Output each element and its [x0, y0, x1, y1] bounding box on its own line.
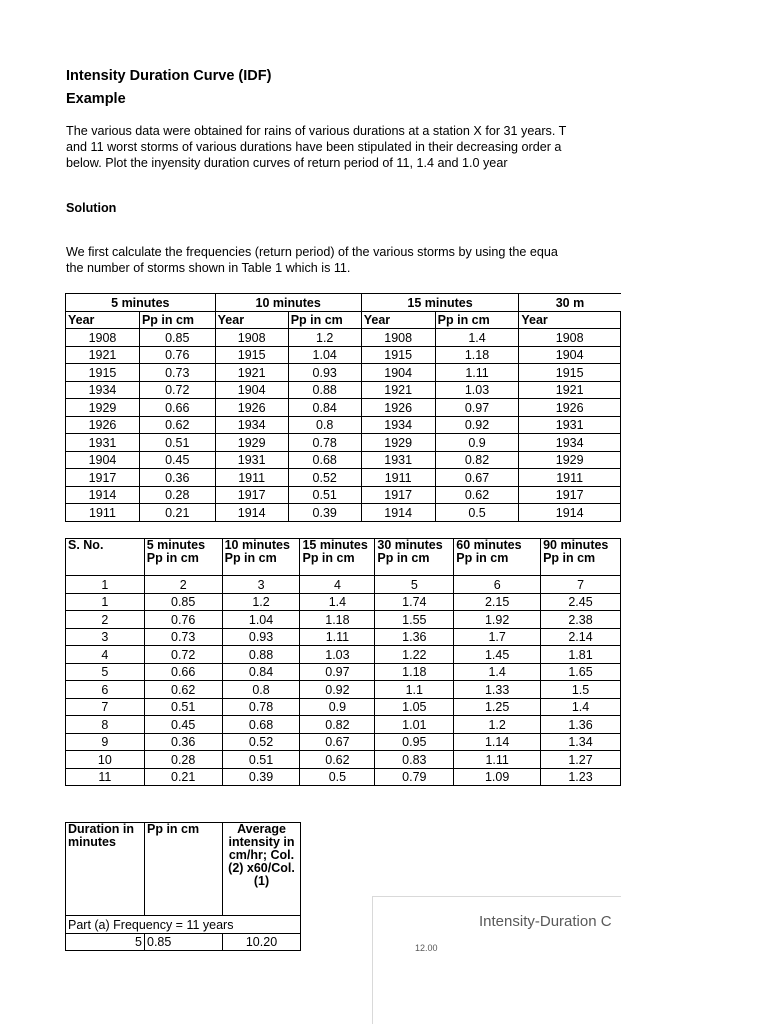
table-cell: 5 [66, 663, 145, 681]
table-subheader-row [66, 311, 621, 329]
column-number: 6 [454, 576, 541, 594]
table-cell: 0.9 [300, 698, 375, 716]
table-cell: 1.81 [541, 646, 621, 664]
table-cell: 1911 [66, 504, 140, 522]
table-cell: 1915 [519, 364, 621, 382]
table-cell: 2.45 [541, 593, 621, 611]
table-cell: 0.62 [300, 751, 375, 769]
table-cell: 1.7 [454, 628, 541, 646]
table-cell: 0.88 [222, 646, 300, 664]
table-cell: 1914 [66, 486, 140, 504]
table-cell: 1921 [66, 346, 140, 364]
column-number: 1 [66, 576, 145, 594]
column-number: 7 [541, 576, 621, 594]
table-row [66, 681, 621, 699]
table-cell: 1934 [519, 434, 621, 452]
table-cell: 1911 [519, 469, 621, 487]
table-cell: 1908 [215, 329, 288, 347]
table-cell: 0.68 [288, 451, 361, 469]
table-cell: 1934 [215, 416, 288, 434]
column-header: 15 minutes Pp in cm [300, 539, 375, 576]
table-cell: 1.03 [435, 381, 519, 399]
column-header: S. No. [66, 539, 145, 576]
table-cell: 0.85 [144, 593, 222, 611]
table-row [66, 646, 621, 664]
table-cell: 1929 [361, 434, 435, 452]
table-cell: 0.68 [222, 716, 300, 734]
table-cell: 1.11 [435, 364, 519, 382]
table-cell: 0.66 [139, 399, 215, 417]
column-header: Pp in cm [145, 823, 223, 916]
part-label: Part (a) Frequency = 11 years [66, 916, 301, 934]
table-cell: 0.28 [144, 751, 222, 769]
table-cell: 1.74 [375, 593, 454, 611]
table-row [66, 451, 621, 469]
table-cell: 1914 [361, 504, 435, 522]
column-header: Pp in cm [435, 311, 519, 329]
table-cell: 1.92 [454, 611, 541, 629]
table-cell: 2.15 [454, 593, 541, 611]
table-cell: 1.4 [300, 593, 375, 611]
table-cell: 1929 [215, 434, 288, 452]
table-cell: 0.21 [144, 768, 222, 786]
column-header: Duration in minutes [66, 823, 145, 916]
table-cell: 0.51 [139, 434, 215, 452]
table-row [66, 593, 621, 611]
table-cell: 1.55 [375, 611, 454, 629]
column-number: 3 [222, 576, 300, 594]
table-cell: 1.11 [454, 751, 541, 769]
table-row [66, 628, 621, 646]
table-cell: 1926 [215, 399, 288, 417]
table-row [66, 733, 621, 751]
table-row [66, 329, 621, 347]
table-cell: 1921 [215, 364, 288, 382]
table-cell: 0.73 [144, 628, 222, 646]
table-cell: 0.88 [288, 381, 361, 399]
table-cell: 0.78 [222, 698, 300, 716]
table-row [66, 416, 621, 434]
page-subtitle: Example [66, 91, 126, 107]
table-header-row [66, 539, 621, 576]
group-header: 15 minutes [361, 294, 519, 312]
table-cell: 3 [66, 628, 145, 646]
table-cell: 1914 [215, 504, 288, 522]
table-cell: 0.66 [144, 663, 222, 681]
table-cell: 1904 [66, 451, 140, 469]
table-cell: 1.18 [435, 346, 519, 364]
table-cell: 1.36 [375, 628, 454, 646]
table-cell: 1929 [66, 399, 140, 417]
table-cell: 1931 [215, 451, 288, 469]
column-header: 90 minutes Pp in cm [541, 539, 621, 576]
table-cell: 1.45 [454, 646, 541, 664]
storm-records-table [65, 293, 621, 522]
average-intensity-body [66, 933, 301, 951]
table-cell: 0.85 [139, 329, 215, 347]
table-cell: 1.33 [454, 681, 541, 699]
column-number: 4 [300, 576, 375, 594]
table-cell: 0.84 [288, 399, 361, 417]
table-cell: 1 [66, 593, 145, 611]
table-cell: 0.45 [144, 716, 222, 734]
column-header: Pp in cm [288, 311, 361, 329]
solution-line-1: We first calculate the frequencies (return period) of the various storms by using the equa [66, 245, 558, 259]
table-cell: 0.93 [222, 628, 300, 646]
intro-line-3: below. Plot the inyensity duration curves of return period of 11, 1.4 and 1.0 year [66, 156, 508, 170]
table-cell: 0.84 [222, 663, 300, 681]
table-cell: 2.38 [541, 611, 621, 629]
table-cell: 0.93 [288, 364, 361, 382]
table-cell: 0.39 [288, 504, 361, 522]
table-cell: 0.5 [300, 768, 375, 786]
table-cell: 1915 [361, 346, 435, 364]
table-cell: 0.76 [139, 346, 215, 364]
table-cell: 1.23 [541, 768, 621, 786]
table-cell: 1.4 [435, 329, 519, 347]
table-cell: 0.51 [144, 698, 222, 716]
table-cell: 0.36 [139, 469, 215, 487]
table-cell: 1917 [519, 486, 621, 504]
table-cell: 1926 [66, 416, 140, 434]
table-cell: 0.95 [375, 733, 454, 751]
table-cell: 1911 [215, 469, 288, 487]
table-cell: 4 [66, 646, 145, 664]
table-cell: 1.27 [541, 751, 621, 769]
group-header: 10 minutes [215, 294, 361, 312]
table-cell: 1921 [361, 381, 435, 399]
table-row [66, 504, 621, 522]
table-cell: 7 [66, 698, 145, 716]
table-cell: 0.62 [435, 486, 519, 504]
table-cell: 1.65 [541, 663, 621, 681]
table-cell: 0.21 [139, 504, 215, 522]
column-header: Year [361, 311, 435, 329]
table-cell: 10.20 [223, 933, 301, 951]
table-cell: 1904 [215, 381, 288, 399]
table-cell: 1.04 [222, 611, 300, 629]
table-cell: 1914 [519, 504, 621, 522]
table-cell: 1929 [519, 451, 621, 469]
table-cell: 1917 [66, 469, 140, 487]
table-cell: 1.1 [375, 681, 454, 699]
idf-chart[interactable] [372, 896, 621, 1024]
table-cell: 8 [66, 716, 145, 734]
table-cell: 1915 [66, 364, 140, 382]
table-cell: 1.36 [541, 716, 621, 734]
table-cell: 1.05 [375, 698, 454, 716]
table-cell: 5 [66, 933, 145, 951]
table-cell: 11 [66, 768, 145, 786]
table-row [66, 364, 621, 382]
table-cell: 1.2 [222, 593, 300, 611]
table-cell: 0.28 [139, 486, 215, 504]
table-row [66, 611, 621, 629]
table-cell: 0.73 [139, 364, 215, 382]
table-cell: 9 [66, 733, 145, 751]
table-cell: 0.51 [222, 751, 300, 769]
table-cell: 1.18 [300, 611, 375, 629]
table-cell: 1917 [215, 486, 288, 504]
table-cell: 0.51 [288, 486, 361, 504]
table-cell: 1917 [361, 486, 435, 504]
table-cell: 1931 [66, 434, 140, 452]
table-cell: 0.45 [139, 451, 215, 469]
table-row [66, 346, 621, 364]
column-number: 2 [144, 576, 222, 594]
column-number-row [66, 576, 621, 594]
table-cell: 1.03 [300, 646, 375, 664]
column-header: Pp in cm [139, 311, 215, 329]
intro-line-2: and 11 worst storms of various durations have been stipulated in their decreasing order a [66, 140, 562, 154]
table-row [66, 434, 621, 452]
table-cell: 1908 [361, 329, 435, 347]
table-cell: 1.2 [288, 329, 361, 347]
table-cell: 0.8 [288, 416, 361, 434]
table-cell: 1.22 [375, 646, 454, 664]
table-cell: 0.83 [375, 751, 454, 769]
table-group-header-row [66, 294, 621, 312]
table-cell: 0.72 [144, 646, 222, 664]
table-cell: 1931 [519, 416, 621, 434]
column-header: 60 minutes Pp in cm [454, 539, 541, 576]
column-header: Year [66, 311, 140, 329]
table-cell: 1915 [215, 346, 288, 364]
column-header: 10 minutes Pp in cm [222, 539, 300, 576]
group-header: 5 minutes [66, 294, 216, 312]
average-intensity-table [65, 822, 301, 951]
table-cell: 0.52 [222, 733, 300, 751]
table-cell: 1.4 [454, 663, 541, 681]
table-row [66, 469, 621, 487]
table-cell: 0.82 [300, 716, 375, 734]
table-cell: 1904 [519, 346, 621, 364]
table-cell: 1.04 [288, 346, 361, 364]
table-cell: 0.62 [139, 416, 215, 434]
table-cell: 0.52 [288, 469, 361, 487]
table-cell: 1.5 [541, 681, 621, 699]
table-cell: 1.34 [541, 733, 621, 751]
table-cell: 0.67 [300, 733, 375, 751]
table-cell: 0.85 [145, 933, 223, 951]
table-cell: 0.92 [435, 416, 519, 434]
table-row [66, 768, 621, 786]
table-row [66, 751, 621, 769]
table-row [66, 716, 621, 734]
table-cell: 1.01 [375, 716, 454, 734]
table-cell: 1.09 [454, 768, 541, 786]
table-header-row [66, 823, 301, 916]
table-row [66, 933, 301, 951]
table-row [66, 399, 621, 417]
table-cell: 1931 [361, 451, 435, 469]
table-cell: 0.8 [222, 681, 300, 699]
table-cell: 0.82 [435, 451, 519, 469]
table-cell: 1.18 [375, 663, 454, 681]
table-cell: 1908 [519, 329, 621, 347]
table-cell: 2.14 [541, 628, 621, 646]
y-axis-tick-label: 12.00 [415, 943, 438, 953]
table-cell: 6 [66, 681, 145, 699]
part-label-row [66, 916, 301, 934]
table-cell: 1.25 [454, 698, 541, 716]
table-cell: 1904 [361, 364, 435, 382]
column-header: Year [215, 311, 288, 329]
table-row [66, 698, 621, 716]
column-header: 5 minutes Pp in cm [144, 539, 222, 576]
table-cell: 0.9 [435, 434, 519, 452]
column-number: 5 [375, 576, 454, 594]
table-cell: 0.5 [435, 504, 519, 522]
table-cell: 0.78 [288, 434, 361, 452]
table-cell: 10 [66, 751, 145, 769]
group-header: 30 m [519, 294, 621, 312]
table-cell: 1.11 [300, 628, 375, 646]
column-header: Average intensity in cm/hr; Col. (2) x60/Col. (1) [223, 823, 301, 916]
ranked-storms-table [65, 538, 621, 786]
table-cell: 1926 [519, 399, 621, 417]
intro-line-1: The various data were obtained for rains of various durations at a station X for 31 years. T [66, 124, 567, 138]
column-header: 30 minutes Pp in cm [375, 539, 454, 576]
table-cell: 1934 [361, 416, 435, 434]
table-cell: 0.97 [435, 399, 519, 417]
table-cell: 1921 [519, 381, 621, 399]
solution-line-2: the number of storms shown in Table 1 which is 11. [66, 261, 351, 275]
table-row [66, 381, 621, 399]
table-cell: 0.62 [144, 681, 222, 699]
table-cell: 0.67 [435, 469, 519, 487]
table-cell: 1908 [66, 329, 140, 347]
page-title: Intensity Duration Curve (IDF) [66, 68, 272, 84]
solution-heading: Solution [66, 201, 117, 215]
table-cell: 0.36 [144, 733, 222, 751]
table-cell: 1926 [361, 399, 435, 417]
table-row [66, 663, 621, 681]
table-row [66, 486, 621, 504]
table-cell: 1.2 [454, 716, 541, 734]
table-cell: 0.76 [144, 611, 222, 629]
table-cell: 0.72 [139, 381, 215, 399]
table-cell: 1.14 [454, 733, 541, 751]
table-cell: 0.79 [375, 768, 454, 786]
table-cell: 0.97 [300, 663, 375, 681]
table-cell: 0.39 [222, 768, 300, 786]
column-header: Year [519, 311, 621, 329]
table-cell: 1.4 [541, 698, 621, 716]
chart-title: Intensity-Duration C [479, 913, 612, 930]
table-cell: 1934 [66, 381, 140, 399]
table-cell: 1911 [361, 469, 435, 487]
table-cell: 2 [66, 611, 145, 629]
storm-records-body [66, 329, 621, 522]
ranked-storms-body [66, 593, 621, 786]
table-cell: 0.92 [300, 681, 375, 699]
